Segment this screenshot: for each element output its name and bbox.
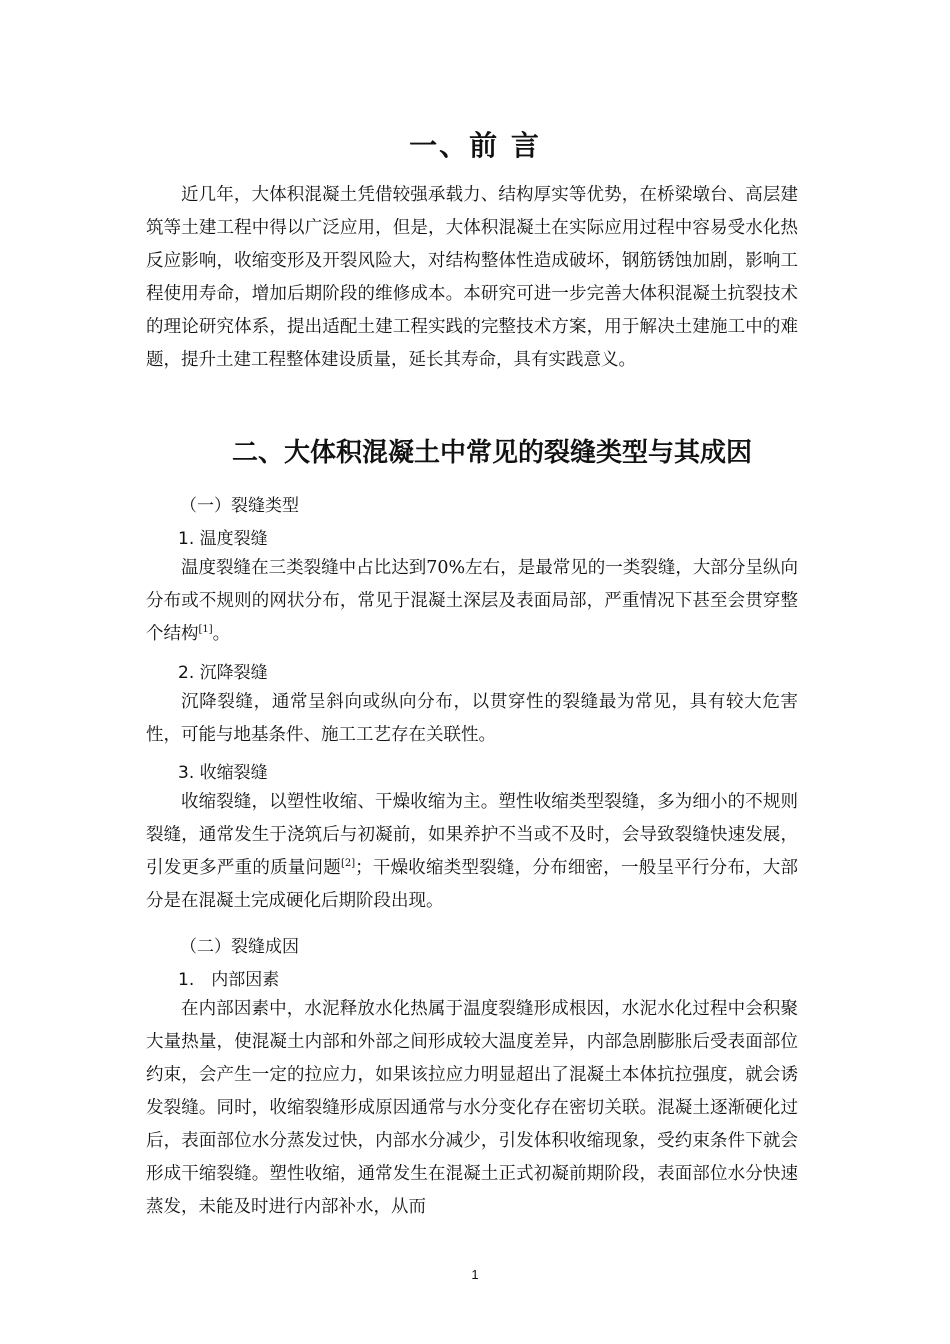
item-3-text-b: ；干燥收缩类型裂缝，分布细密，一般呈平行分布，大部分是在混凝土完成硬化后期阶段出现。 bbox=[146, 858, 799, 911]
item-1-text: 温度裂缝在三类裂缝中占比达到70%左右，是最常见的一类裂缝，大部分呈纵向分布或不规则的网状分布，常见于混凝土深层及表面局部，严重情况下甚至会贯穿整个结构 bbox=[146, 558, 798, 644]
item-1-paragraph bbox=[146, 552, 798, 651]
page-number: 1 bbox=[471, 1267, 479, 1282]
item-1-end: 。 bbox=[212, 624, 231, 644]
item-3-heading: 3. 收缩裂缝 bbox=[178, 763, 268, 783]
item-4-paragraph: 在内部因素中，水泥释放水化热属于温度裂缝形成根因，水泥水化过程中会积聚大量热量，使混凝土内部和外部之间形成较大温度差异，内部急剧膨胀后受表面部位约束，会产生一定的拉应力，如果该拉应力明显超出了混凝土本体抗拉强度，就会诱发裂缝。同时，收缩裂缝形成原因通常与水分变化存在密切关联。混凝土逐渐硬化过后，表面部位水分蒸发过快，内部水分减少，引发体积收缩现象，受约束条件下就会形成干缩裂缝。塑性收缩，通常发生在混凝土正式初凝前期阶段，表面部位水分快速蒸发，未能及时进行内部补水，从而 bbox=[146, 999, 798, 1217]
item-3-paragraph bbox=[146, 786, 798, 918]
item-2-paragraph: 沉降裂缝，通常呈斜向或纵向分布，以贯穿性的裂缝最为常见，具有较大危害性，可能与地基条件、施工工艺存在关联性。 bbox=[146, 692, 798, 745]
section-1-title: 一、前 言 bbox=[409, 129, 541, 162]
item-2-heading: 2. 沉降裂缝 bbox=[178, 663, 268, 683]
item-3-text-a: 收缩裂缝，以塑性收缩、干燥收缩为主。塑性收缩类型裂缝，多为细小的不规则裂缝，通常发生于浇筑后与初凝前，如果养护不当或不及时，会导致裂缝快速发展，引发更多严重的质量问题 bbox=[146, 792, 798, 878]
item-1-heading: 1. 温度裂缝 bbox=[178, 529, 268, 549]
section-2-title: 二、大体积混凝土中常见的裂缝类型与其成因 bbox=[232, 438, 753, 468]
subsection-2-heading: （二）裂缝成因 bbox=[180, 937, 299, 957]
item-4-heading: 1. 内部因素 bbox=[178, 970, 280, 990]
subsection-1-heading: （一）裂缝类型 bbox=[180, 496, 299, 516]
citation-2: [2] bbox=[340, 858, 356, 870]
citation-1: [1] bbox=[198, 624, 213, 636]
section-1-paragraph: 近几年，大体积混凝土凭借较强承载力、结构厚实等优势，在桥梁墩台、高层建筑等土建工程中得以广泛应用，但是，大体积混凝土在实际应用过程中容易受水化热反应影响，收缩变形及开裂风险大，对结构整体性造成破坏，钢筋锈蚀加剧，影响工程使用寿命，增加后期阶段的维修成本。本研究可进一步完善大体积混凝土抗裂技术的理论研究体系，提出适配土建工程实践的完整技术方案，用于解决土建施工中的难题，提升土建工程整体建设质量，延长其寿命，具有实践意义。 bbox=[146, 185, 798, 370]
